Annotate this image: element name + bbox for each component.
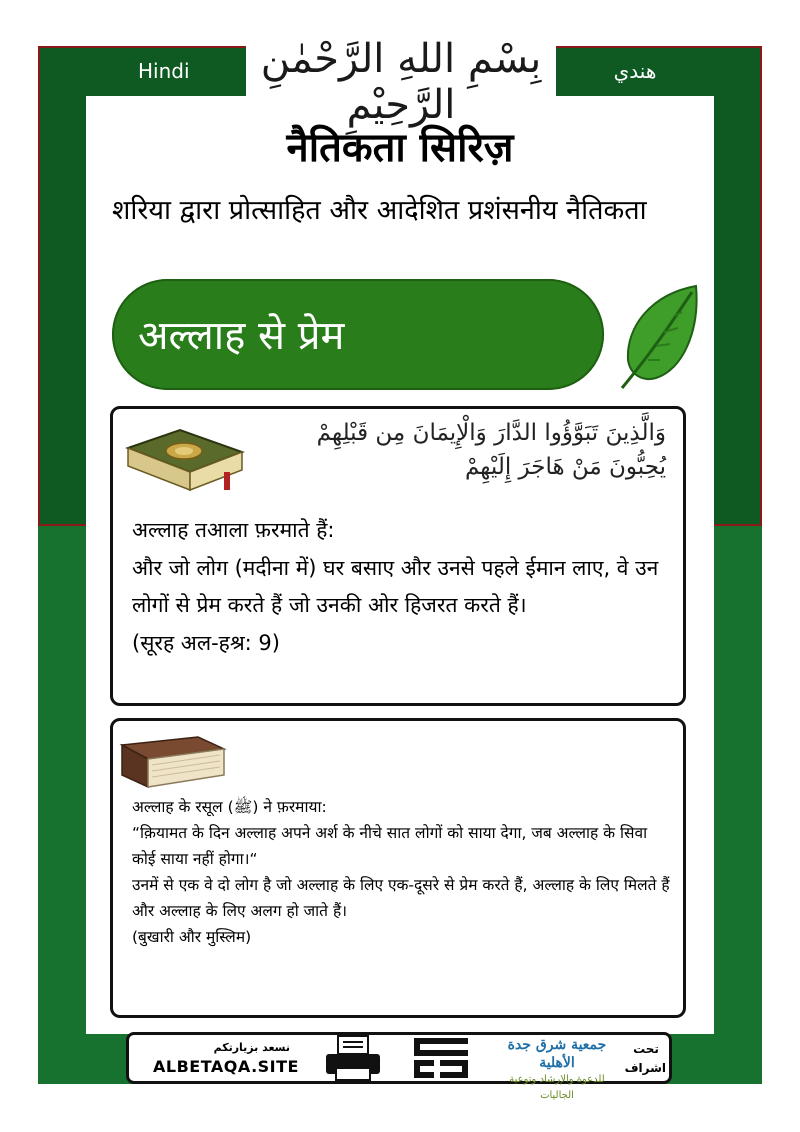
organization-logo xyxy=(492,1036,622,1101)
hadith-intro: अल्लाह के रसूल (ﷺ) ने फ़रमाया: xyxy=(132,798,327,816)
quran-book-icon xyxy=(124,424,246,496)
bismillah-calligraphy: بِسْمِ اللهِ الرَّحْمٰنِ الرَّحِيْمِ xyxy=(260,36,542,128)
quran-verse-translation-block xyxy=(132,512,672,662)
kufic-logo-icon xyxy=(410,1034,472,1082)
organization-subtitle: للدعوة والإرشاد وتوعية الجاليات xyxy=(509,1074,605,1101)
verse-reference: (सूरह अल-हश्र: 9) xyxy=(132,630,280,655)
sponsor-line-1: تحت xyxy=(633,1042,659,1056)
series-title: नैतिकता सिरिज़ xyxy=(286,125,514,171)
series-subtitle: शरिया द्वारा प्रोत्साहित और आदेशित प्रशंसनीय नैतिकता xyxy=(112,195,647,226)
verse-intro: अल्लाह तआला फ़रमाते हैं: xyxy=(132,518,335,542)
hadith-text-block xyxy=(132,794,672,950)
verse-translation: और जो लोग (मदीना में) घर बसाए और उनसे पहले ईमान लाए, वे उन लोगों से प्रेम करते हैं जो उनकी ओर हिजरत करते हैं। xyxy=(132,555,659,617)
printer-icon[interactable] xyxy=(322,1034,384,1082)
language-label-hindi: Hindi xyxy=(138,59,190,83)
sponsor-label xyxy=(626,1040,666,1078)
sponsor-line-2: اشراف xyxy=(624,1061,666,1075)
hadith-book-icon xyxy=(118,735,228,791)
footer-site-link[interactable]: ALBETAQA.SITE xyxy=(153,1057,299,1076)
hadith-quote: “क़ियामत के दिन अल्लाह अपने अर्श के नीचे सात लोगों को साया देगा, जब अल्लाह के सिवा कोई साया नहीं होगा।“ xyxy=(132,824,648,868)
hadith-explanation: उनमें से एक वे दो लोग है जो अल्लाह के लिए एक-दूसरे से प्रेम करते हैं, अल्लाह के लिए मिलते हैं और अल्लाह के लिए अलग हो जाते हैं। xyxy=(132,876,670,920)
arabic-line-1: وَالَّذِينَ تَبَوَّؤُوا الدَّارَ وَالْإِيمَانَ مِن قَبْلِهِمْ xyxy=(316,420,666,446)
arabic-line-2: يُحِبُّونَ مَنْ هَاجَرَ إِلَيْهِمْ xyxy=(464,454,666,480)
quran-verse-arabic xyxy=(246,416,666,484)
language-label-arabic: هندي xyxy=(613,59,657,83)
organization-name: جمعية شرق جدة الأهلية xyxy=(507,1037,607,1071)
hadith-reference: (बुखारी और मुस्लिम) xyxy=(132,928,252,946)
footer-visit-label: نسعد بزيارتكم xyxy=(213,1041,290,1054)
topic-title: अल्लाह से प्रेम xyxy=(138,313,345,359)
leaf-icon xyxy=(612,282,704,392)
